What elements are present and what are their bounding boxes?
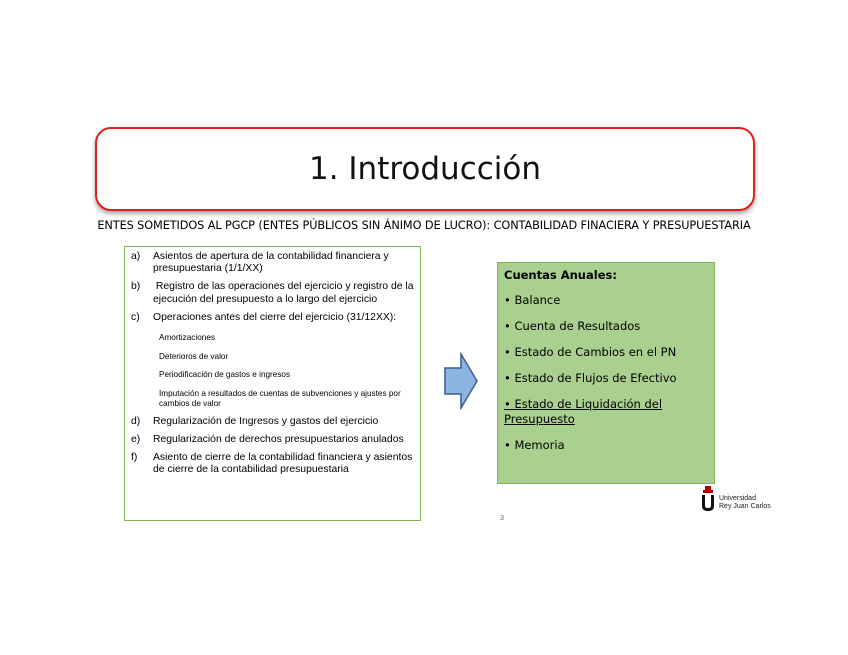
list-item	[131, 452, 414, 476]
list-letter: e)	[131, 433, 141, 445]
list-subitem: Imputación a resultados de cuentas de subvenciones y ajustes por cambios de valor	[159, 388, 401, 409]
list-item	[131, 281, 417, 305]
cuentas-item: • Estado de Flujos de Efectivo	[504, 371, 677, 385]
university-name-line: Rey Juan Carlos	[719, 503, 771, 510]
slide-title: 1. Introducción	[308, 151, 542, 187]
list-letter: f)	[131, 451, 138, 463]
list-text: Asientos de apertura de la contabilidad financiera y presupuestaria (1/1/XX)	[153, 251, 389, 275]
list-item	[131, 416, 414, 428]
list-item	[131, 251, 414, 275]
list-subitem: Amortizaciones	[159, 333, 215, 343]
list-item	[131, 312, 414, 324]
list-letter: c)	[131, 311, 140, 323]
list-letter: a)	[131, 251, 141, 262]
slide-title-box	[95, 127, 755, 211]
crown-u-icon	[700, 486, 716, 512]
university-logo	[700, 486, 771, 512]
cuentas-item: • Estado de Cambios en el PN	[504, 345, 677, 359]
cuentas-heading: Cuentas Anuales:	[504, 268, 617, 282]
list-subitem: Deterioros de valor	[159, 351, 229, 361]
list-item	[131, 434, 414, 446]
cuentas-item: • Estado de Liquidación del Presupuesto	[504, 397, 663, 426]
cuentas-item: • Memoria	[504, 438, 565, 452]
list-text: Regularización de Ingresos y gastos del ejercicio	[153, 415, 379, 427]
university-name	[719, 495, 771, 511]
right-arrow-icon	[443, 352, 479, 410]
list-letter: b)	[131, 281, 141, 293]
list-text: Operaciones antes del cierre del ejercicio (31/12XX):	[153, 311, 397, 323]
list-subitem: Periodificación de gastos e ingresos	[159, 370, 291, 380]
slide-subtitle: ENTES SOMETIDOS AL PGCP (ENTES PÚBLICOS SIN ÁNIMO DE LUCRO): CONTABILIDAD FINACIERA Y PRESUPUESTARIA	[97, 219, 751, 232]
list-text: Asiento de cierre de la contabilidad financiera y asientos de cierre de la contabilidad presupuestaria	[153, 451, 413, 476]
page-number: 3	[500, 515, 504, 522]
cuentas-item: • Cuenta de Resultados	[504, 319, 641, 333]
cuentas-item: • Balance	[504, 293, 561, 307]
university-name-line: Universidad	[719, 495, 756, 502]
cuentas-anuales-box	[497, 262, 715, 484]
list-text: Registro de las operaciones del ejercicio y registro de la ejecución del presupuesto a lo largo del ejercicio	[153, 281, 417, 305]
operations-list-box	[124, 246, 421, 521]
list-text: Regularización de derechos presupuestarios anulados	[153, 433, 404, 445]
list-letter: d)	[131, 415, 141, 427]
